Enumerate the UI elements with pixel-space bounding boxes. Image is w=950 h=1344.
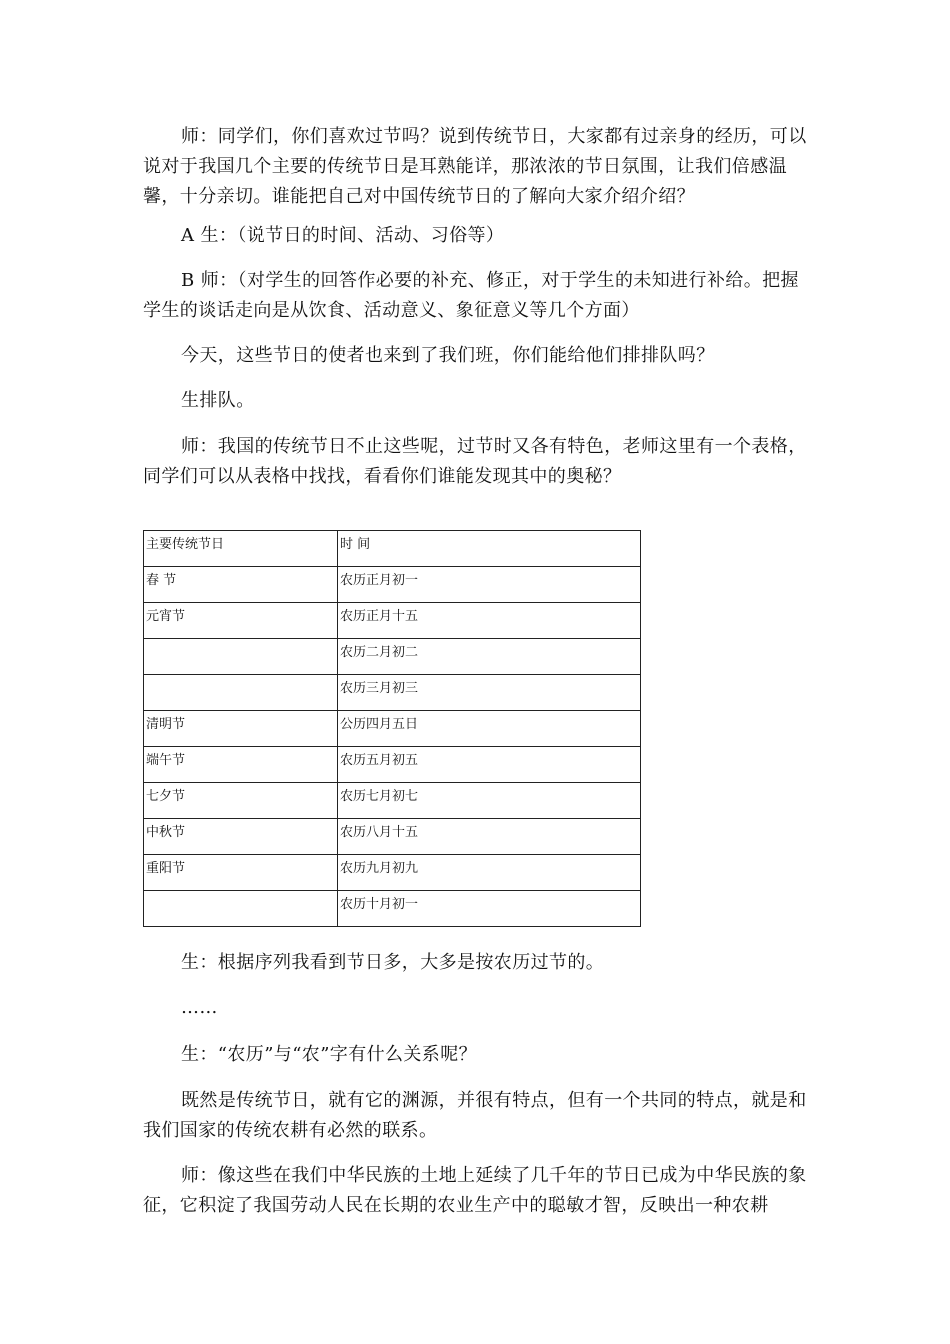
paragraph-student-observe: 生：根据序列我看到节日多，大多是按农历过节的。 bbox=[181, 952, 605, 973]
paragraph-ellipsis: …… bbox=[181, 997, 218, 1018]
festival-date-cell: 农历五月初五 bbox=[338, 747, 641, 783]
festival-date-cell: 农历正月初一 bbox=[338, 567, 641, 603]
table-row bbox=[144, 603, 641, 639]
festival-name-cell bbox=[144, 639, 338, 675]
paragraph-teacher-table: 师：我国的传统节日不止这些呢，过节时又各有特色，老师这里有一个表格，同学们可以从表格中找找，看看你们谁能发现其中的奥秘？ bbox=[143, 436, 807, 487]
paragraph-today: 今天，这些节日的使者也来到了我们班，你们能给他们排排队吗？ bbox=[181, 345, 715, 366]
festival-date-cell: 农历十月初一 bbox=[338, 891, 641, 927]
table-row bbox=[144, 711, 641, 747]
table-row bbox=[144, 567, 641, 603]
paragraph-student-question: 生：“农历”与“农”字有什么关系呢？ bbox=[181, 1044, 478, 1065]
festival-name-cell: 七夕节 bbox=[144, 783, 338, 819]
festival-date-cell: 农历七月初七 bbox=[338, 783, 641, 819]
festival-date-cell: 农历二月初二 bbox=[338, 639, 641, 675]
festival-date-cell: 农历九月初九 bbox=[338, 855, 641, 891]
festival-name-cell bbox=[144, 891, 338, 927]
festival-name-cell: 元宵节 bbox=[144, 603, 338, 639]
festival-date-cell: 公历四月五日 bbox=[338, 711, 641, 747]
festival-name-cell: 清明节 bbox=[144, 711, 338, 747]
paragraph-teacher-conclusion: 师：像这些在我们中华民族的土地上延续了几千年的节日已成为中华民族的象征，它积淀了我国劳动人民在长期的农业生产中的聪敏才智，反映出一种农耕 bbox=[143, 1165, 807, 1216]
festival-date-cell: 农历三月初三 bbox=[338, 675, 641, 711]
table-row bbox=[144, 855, 641, 891]
table-row bbox=[144, 819, 641, 855]
festival-date-cell: 农历八月十五 bbox=[338, 819, 641, 855]
table-header-time: 时 间 bbox=[338, 531, 641, 567]
table-row bbox=[144, 747, 641, 783]
paragraph-teacher-intro: 师：同学们，你们喜欢过节吗？说到传统节日，大家都有过亲身的经历，可以说对于我国几个主要的传统节日是耳熟能详，那浓浓的节日氛围，让我们倍感温馨，十分亲切。谁能把自己对中国传统节日的了解向大家介绍介绍？ bbox=[143, 126, 807, 207]
paragraph-student-a: A 生：（说节日的时间、活动、习俗等） bbox=[181, 225, 505, 246]
paragraph-origin: 既然是传统节日，就有它的渊源，并很有特点，但有一个共同的特点，就是和我们国家的传统农耕有必然的联系。 bbox=[143, 1090, 807, 1141]
table-row bbox=[144, 783, 641, 819]
festival-date-cell: 农历正月十五 bbox=[338, 603, 641, 639]
paragraph-line-up: 生排队。 bbox=[181, 390, 255, 411]
table-row bbox=[144, 639, 641, 675]
festival-table bbox=[143, 530, 641, 927]
table-row bbox=[144, 891, 641, 927]
table-row bbox=[144, 675, 641, 711]
table-header-row bbox=[144, 531, 641, 567]
festival-name-cell: 端午节 bbox=[144, 747, 338, 783]
festival-name-cell: 春 节 bbox=[144, 567, 338, 603]
table-header-festival: 主要传统节日 bbox=[144, 531, 338, 567]
festival-name-cell: 中秋节 bbox=[144, 819, 338, 855]
festival-name-cell bbox=[144, 675, 338, 711]
paragraph-teacher-b: B 师：（对学生的回答作必要的补充、修正，对于学生的未知进行补给。把握学生的谈话走向是从饮食、活动意义、象征意义等几个方面） bbox=[143, 270, 799, 321]
festival-name-cell: 重阳节 bbox=[144, 855, 338, 891]
